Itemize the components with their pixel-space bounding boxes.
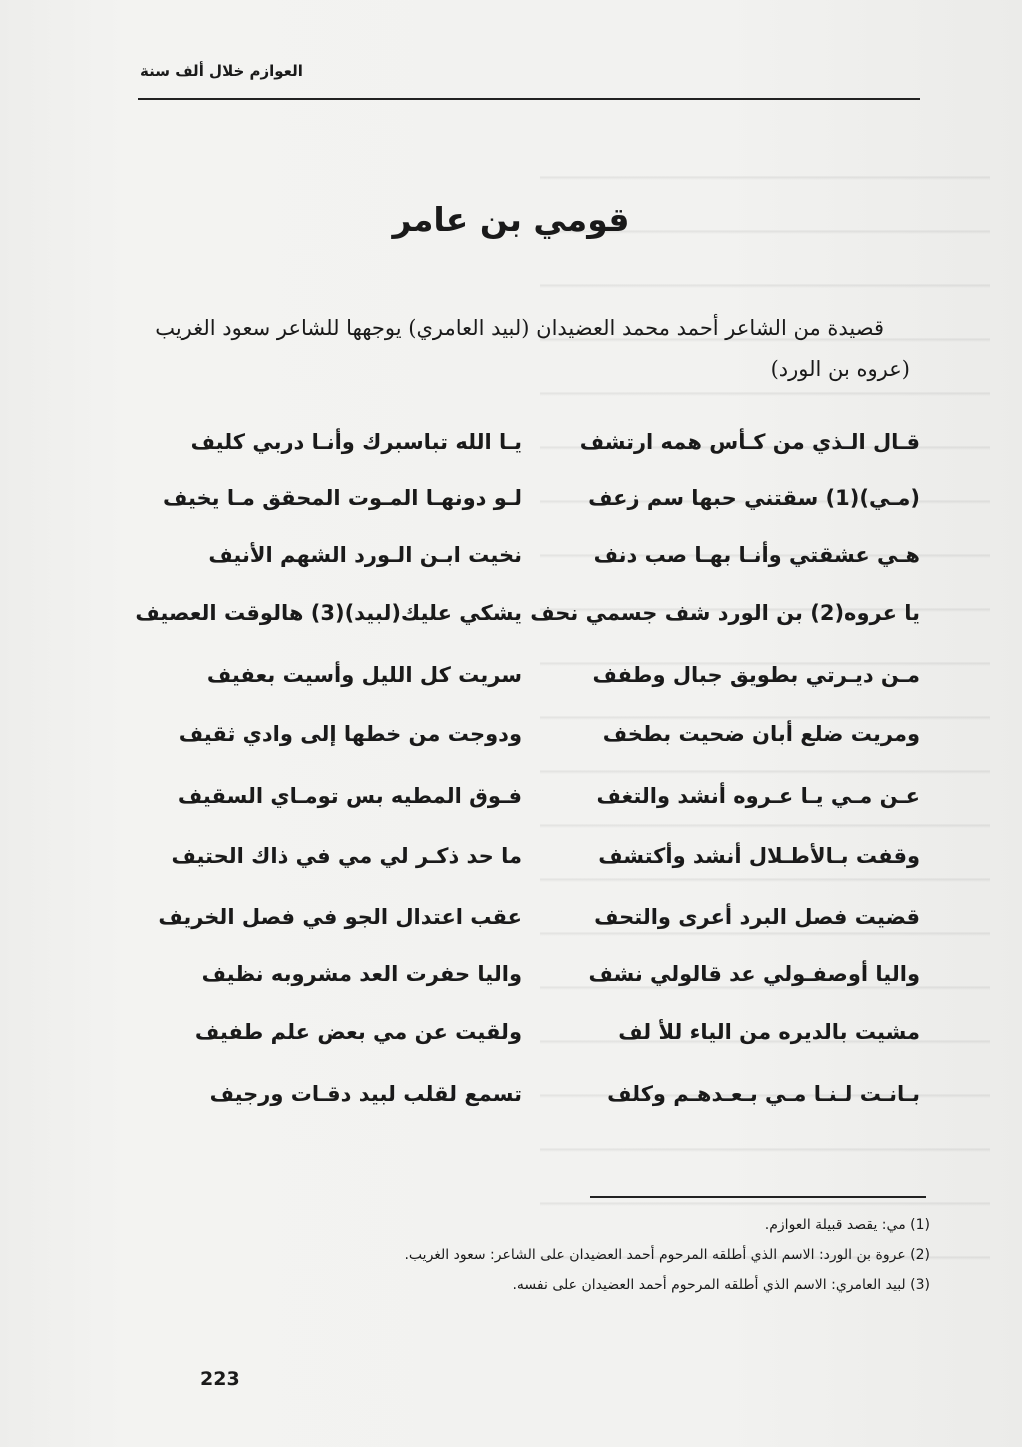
verse-second-hemistich: عقب اعتدال الجو في فصل الخريف xyxy=(158,905,522,929)
footnote-rule xyxy=(590,1196,926,1198)
header-rule xyxy=(138,98,920,100)
verse-first-hemistich: ومريت ضلع أبان ضحيت بطخف xyxy=(602,722,920,746)
verse-row xyxy=(130,895,920,939)
verse-first-hemistich: مـن ديـرتي بطويق جبال وطفف xyxy=(592,663,920,687)
page-number: 223 xyxy=(200,1368,240,1390)
footnote-2: (2) عروة بن الورد: الاسم الذي أطلقه المرحوم أحمد العضيدان على الشاعر: سعود الغريب. xyxy=(404,1247,930,1263)
verse-first-hemistich: وقفت بـالأطـلال أنشد وأكتشف xyxy=(598,844,920,868)
verse-first-hemistich: هـي عشقتي وأنـا بهـا صب دنف xyxy=(593,543,920,567)
footnotes xyxy=(270,1210,930,1300)
verse-first-hemistich: قـال الـذي من كـأس همه ارتشف xyxy=(579,430,920,454)
footnote-3: (3) لبيد العامري: الاسم الذي أطلقه المرحوم أحمد العضيدان على نفسه. xyxy=(512,1277,930,1293)
verse-second-hemistich: ودوجت من خطها إلى وادي ثقيف xyxy=(178,722,522,746)
verse-second-hemistich: ولقيت عن مي بعض علم طفيف xyxy=(194,1020,522,1044)
verse-second-hemistich: واليا حفرت العد مشروبه نظيف xyxy=(201,962,522,986)
verse-first-hemistich: واليا أوصفـولي عد قالولي نشف xyxy=(588,962,920,986)
verse-row xyxy=(130,653,920,697)
verse-second-hemistich: نخيت ابـن الـورد الشهم الأنيف xyxy=(208,543,522,567)
verse-row xyxy=(130,712,920,756)
verse-first-hemistich: مشيت بالديره من الياء للأ لف xyxy=(618,1020,920,1044)
verse-first-hemistich: يا عروه(2) بن الورد شف جسمي نحف xyxy=(530,601,920,625)
verse-first-hemistich: عـن مـي يـا عـروه أنشد والتغف xyxy=(596,784,920,808)
poem-intro: قصيدة من الشاعر أحمد محمد العضيدان (لبيد العامري) يوجهها للشاعر سعود الغريب (عروه بن الورد) xyxy=(155,316,910,381)
verse-row xyxy=(130,1072,920,1116)
verse-second-hemistich: ما حد ذكـر لي مي في ذاك الحتيف xyxy=(171,844,522,868)
verse-first-hemistich: (مـي)(1) سقتني حبها سم زعف xyxy=(588,486,920,510)
verse-second-hemistich: فـوق المطيه بس تومـاي السقيف xyxy=(177,784,522,808)
verse-row xyxy=(130,420,920,464)
running-head: العوازم خلال ألف سنة xyxy=(140,62,303,80)
verse-first-hemistich: بـانـت لـنـا مـي بـعـدهـم وكلف xyxy=(607,1082,920,1106)
verse-second-hemistich: تسمع لقلب لبيد دقـات ورجيف xyxy=(209,1082,522,1106)
verse-row xyxy=(130,476,920,520)
verse-row xyxy=(130,834,920,878)
verse-row xyxy=(130,952,920,996)
verse-second-hemistich: لـو دونهـا المـوت المحقق مـا يخيف xyxy=(162,486,522,510)
footnote-1: (1) مي: يقصد قبيلة العوازم. xyxy=(764,1217,930,1233)
verse-row xyxy=(130,533,920,577)
verse-first-hemistich: قضيت فصل البرد أعرى والتحف xyxy=(594,905,920,929)
verse-row xyxy=(130,591,920,635)
verse-second-hemistich: يشكي عليك(لبيد)(3) هالوقت العصيف xyxy=(135,601,522,625)
verse-second-hemistich: يـا الله تباسبرك وأنـا دربي كليف xyxy=(190,430,522,454)
verse-row xyxy=(130,1010,920,1054)
poem-title: قومي بن عامر xyxy=(392,200,630,239)
verse-second-hemistich: سريت كل الليل وأسيت بعفيف xyxy=(206,663,522,687)
verse-row xyxy=(130,774,920,818)
